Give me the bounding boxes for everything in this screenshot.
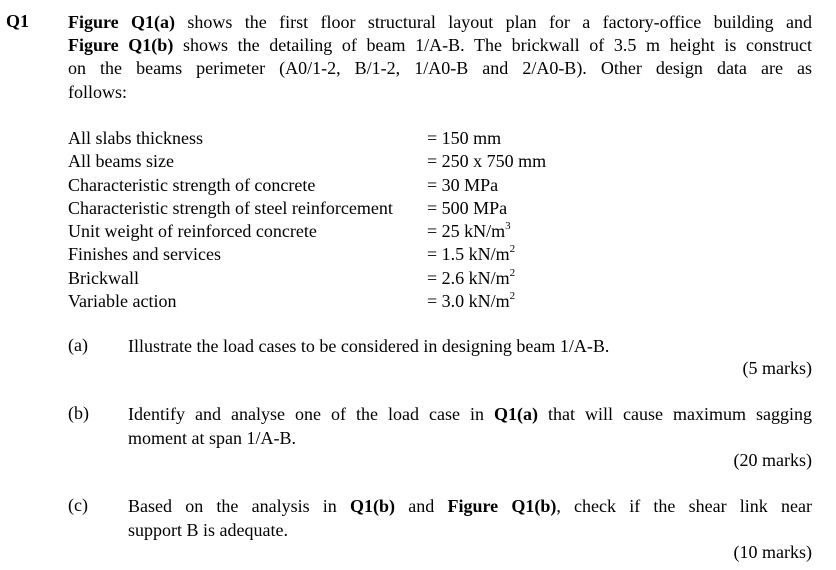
design-data-label: Brickwall	[68, 267, 139, 288]
design-data-label: Characteristic strength of steel reinforcement	[68, 197, 393, 218]
part-text	[128, 403, 812, 450]
design-data-value-text: = 250 x 750 mm	[427, 151, 547, 172]
bold-reference: Q1(b)	[350, 496, 396, 516]
design-data-value-text: = 3.0 kN/m	[427, 291, 510, 312]
intro-line	[68, 11, 812, 34]
part-text-line	[128, 519, 812, 543]
part-letter: (a)	[68, 335, 88, 355]
part-text-segment: Illustrate the load cases to be considered in designing beam 1/A-B.	[128, 336, 610, 356]
design-data-value	[427, 290, 515, 313]
part-text-segment: and	[395, 496, 448, 516]
part-text-line	[128, 427, 812, 451]
unit-exponent: 2	[509, 266, 516, 279]
part-text-segment: that will cause maximum sagging	[537, 404, 812, 424]
unit-exponent: 2	[509, 290, 516, 303]
design-data-label: All beams size	[68, 151, 174, 172]
unit-exponent: 2	[509, 243, 516, 256]
part-text-segment: Identify and analyse one of the load case in	[128, 404, 494, 424]
intro-text: shows the first floor structural layout plan for a factory-office building and	[175, 12, 813, 32]
design-data-label: Finishes and services	[68, 244, 221, 265]
design-data-value	[427, 174, 498, 197]
part-text	[128, 335, 812, 359]
design-data-label: Unit weight of reinforced concrete	[68, 221, 317, 242]
unit-exponent: 3	[505, 220, 511, 233]
part-text-segment: Based on the analysis in	[128, 496, 351, 516]
intro-text: shows the detailing of beam 1/A-B. The brickwall of 3.5 m height is construct	[173, 35, 812, 56]
bold-reference: Q1(a)	[493, 404, 538, 424]
part-text-line	[128, 495, 812, 519]
part-text-line	[128, 403, 812, 427]
intro-line	[68, 81, 812, 104]
intro-line	[68, 57, 812, 80]
design-data-value-text: = 1.5 kN/m	[427, 244, 510, 265]
design-data-value-text: = 500 MPa	[427, 197, 508, 218]
part-text-segment: support B is adequate.	[128, 519, 288, 540]
design-data-value	[427, 243, 515, 266]
intro-text: follows:	[68, 81, 128, 102]
design-data-value	[427, 197, 507, 220]
part-letter: (c)	[68, 495, 88, 515]
design-data-value-text: = 25 kN/m	[427, 221, 506, 242]
design-data-value	[427, 220, 511, 243]
marks-label: (20 marks)	[733, 450, 812, 470]
design-data-label: All slabs thickness	[68, 128, 203, 148]
design-data-value-text: = 2.6 kN/m	[427, 267, 510, 288]
design-data-value-text: = 30 MPa	[427, 174, 499, 195]
design-data-label: Characteristic strength of concrete	[68, 174, 316, 195]
design-data-value	[427, 127, 501, 150]
part-letter: (b)	[68, 403, 89, 423]
question-number: Q1	[6, 11, 30, 31]
marks-label: (5 marks)	[742, 358, 812, 378]
part-text	[128, 495, 812, 542]
intro-bold-ref: Figure Q1(b)	[68, 35, 174, 56]
design-data-value	[427, 267, 515, 290]
part-text-segment: , check if the shear link near	[556, 496, 812, 516]
question-intro	[68, 11, 812, 104]
design-data-value-text: = 150 mm	[427, 128, 502, 148]
design-data-value	[427, 150, 546, 173]
part-text-line	[128, 335, 812, 359]
bold-reference: Figure Q1(b)	[447, 496, 557, 516]
intro-bold-ref: Figure Q1(a)	[68, 12, 176, 32]
part-text-segment: moment at span 1/A-B.	[128, 427, 296, 448]
intro-line	[68, 34, 812, 57]
intro-text: on the beams perimeter (A0/1-2, B/1-2, 1/A0-B and 2/A0-B). Other design data are as	[68, 58, 812, 79]
design-data-label: Variable action	[68, 291, 177, 312]
marks-label: (10 marks)	[733, 542, 812, 562]
